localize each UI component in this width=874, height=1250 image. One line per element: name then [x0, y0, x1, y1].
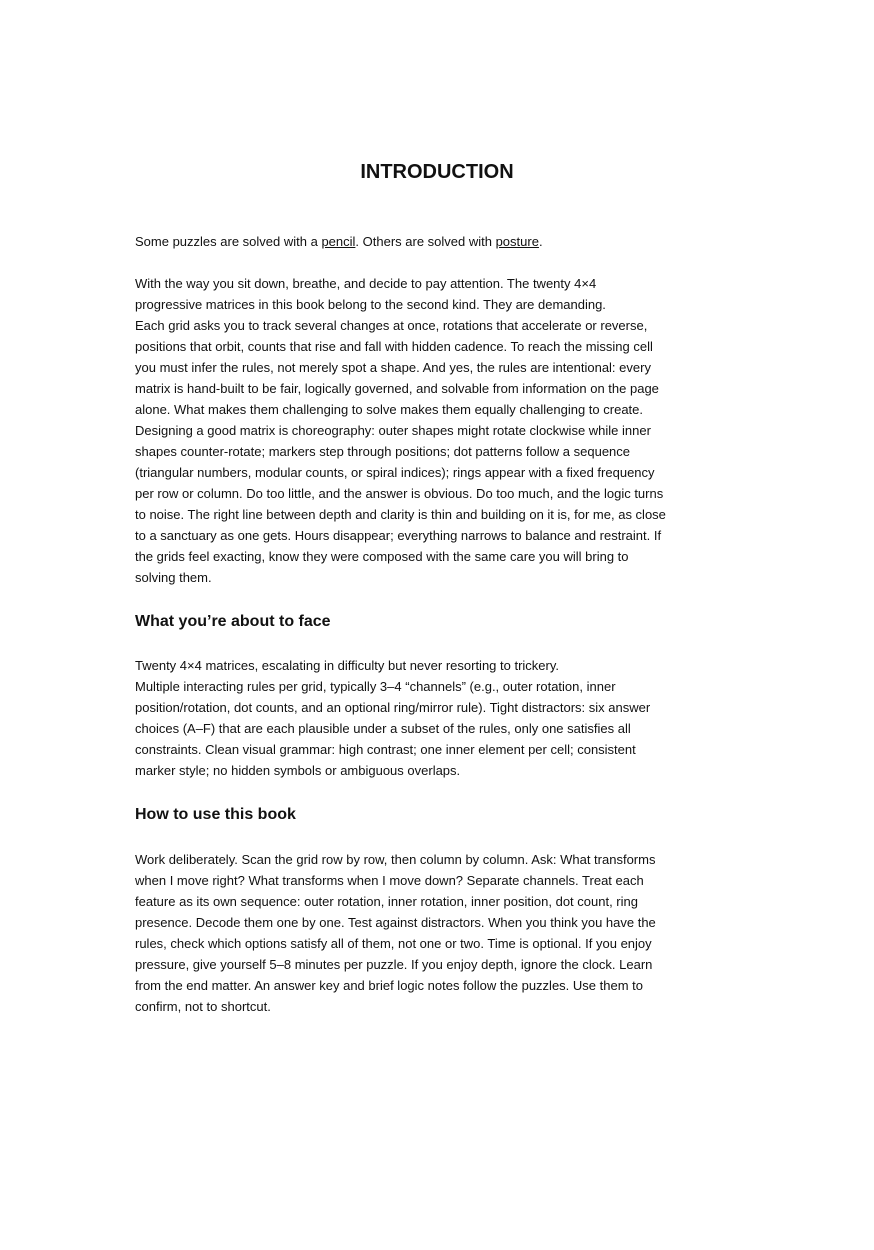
text-line: Designing a good matrix is choreography: outer shapes might rotate clockwise while inner	[135, 423, 651, 438]
text-line: constraints. Clean visual grammar: high contrast; one inner element per cell; consistent	[135, 742, 636, 757]
text-line: feature as its own sequence: outer rotation, inner rotation, inner position, dot count, ring	[135, 894, 638, 909]
posture-underlined: posture	[495, 234, 539, 249]
section-heading-howto: How to use this book	[135, 806, 296, 823]
text-line: to noise. The right line between depth and clarity is thin and building on it is, for me, as close	[135, 507, 666, 522]
text-line: to a sanctuary as one gets. Hours disappear; everything narrows to balance and restraint. If	[135, 528, 662, 543]
text-line: the grids feel exacting, know they were composed with the same care you will bring to	[135, 549, 629, 564]
text-line: presence. Decode them one by one. Test against distractors. When you think you have the	[135, 915, 656, 930]
howto-paragraph	[135, 849, 656, 1017]
text-line: you must infer the rules, not merely spot a shape. And yes, the rules are intentional: every	[135, 360, 651, 375]
text-line: marker style; no hidden symbols or ambiguous overlaps.	[135, 763, 461, 778]
lead-text: .	[538, 234, 543, 249]
text-line: (triangular numbers, modular counts, or spiral indices); rings appear with a fixed frequency	[135, 465, 655, 480]
text-line: confirm, not to shortcut.	[135, 999, 271, 1014]
text-line: matrix is hand-built to be fair, logically governed, and solvable from information on the page	[135, 381, 659, 396]
text-line: position/rotation, dot counts, and an optional ring/mirror rule). Tight distractors: six answer	[135, 700, 651, 715]
text-line: progressive matrices in this book belong to the second kind. They are demanding.	[135, 297, 606, 312]
text-line: choices (A–F) that are each plausible under a subset of the rules, only one satisfies all	[135, 721, 631, 736]
lead-text: . Others are solved with	[355, 234, 496, 249]
text-line: Each grid asks you to track several changes at once, rotations that accelerate or reverse,	[135, 318, 648, 333]
text-line: alone. What makes them challenging to solve makes them equally challenging to create.	[135, 402, 644, 417]
lead-text: Some puzzles are solved with a	[135, 234, 322, 249]
section-heading-face: What you’re about to face	[135, 613, 331, 630]
pencil-underlined: pencil	[321, 234, 356, 249]
text-line: shapes counter-rotate; markers step through positions; dot patterns follow a sequence	[135, 444, 631, 459]
intro-lead	[135, 231, 543, 252]
text-line: per row or column. Do too little, and the answer is obvious. Do too much, and the logic turns	[135, 486, 664, 501]
text-line: pressure, give yourself 5–8 minutes per puzzle. If you enjoy depth, ignore the clock. Learn	[135, 957, 653, 972]
text-line: Work deliberately. Scan the grid row by row, then column by column. Ask: What transforms	[135, 852, 656, 867]
text-line: Multiple interacting rules per grid, typically 3–4 “channels” (e.g., outer rotation, inner	[135, 679, 616, 694]
text-line: from the end matter. An answer key and brief logic notes follow the puzzles. Use them to	[135, 978, 643, 993]
text-line: solving them.	[135, 570, 212, 585]
text-line: With the way you sit down, breathe, and decide to pay attention. The twenty 4×4	[135, 276, 597, 291]
face-paragraph	[135, 655, 650, 781]
text-line: positions that orbit, counts that rise and fall with hidden cadence. To reach the missing cell	[135, 339, 653, 354]
text-line: Twenty 4×4 matrices, escalating in difficulty but never resorting to trickery.	[135, 658, 560, 673]
page-title: INTRODUCTION	[360, 161, 514, 183]
text-line: when I move right? What transforms when I move down? Separate channels. Treat each	[135, 873, 644, 888]
intro-paragraph	[135, 273, 666, 588]
text-line: rules, check which options satisfy all of them, not one or two. Time is optional. If you enjoy	[135, 936, 652, 951]
